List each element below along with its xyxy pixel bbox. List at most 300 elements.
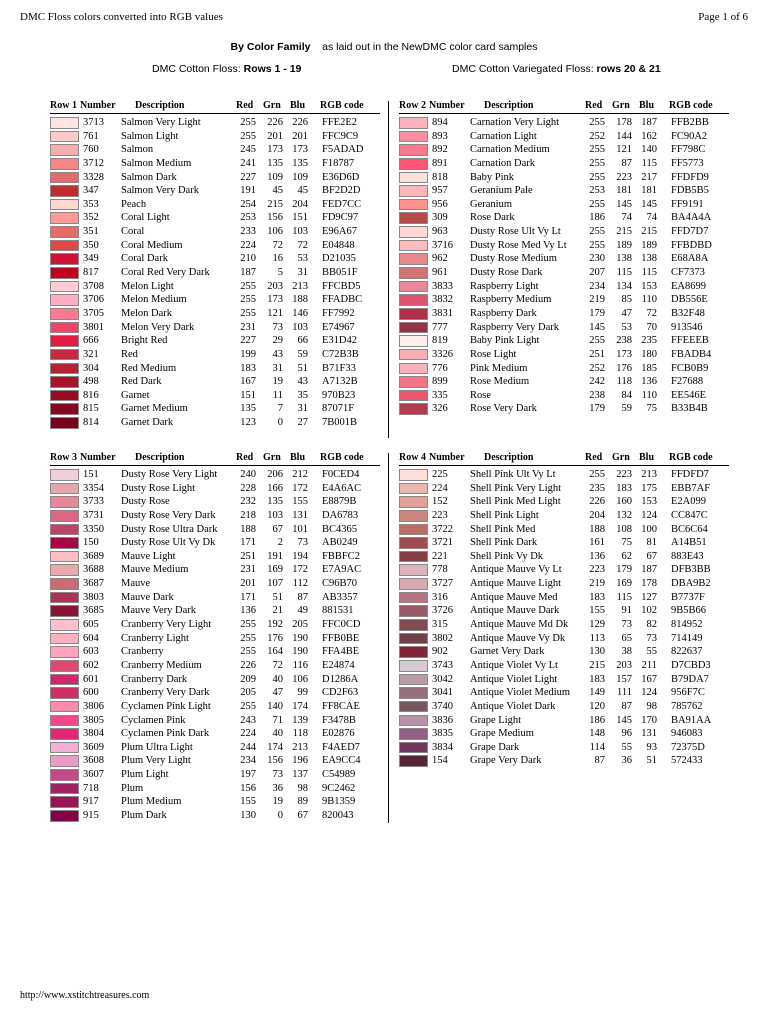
blue-value: 70: [646, 321, 657, 333]
blue-value: 106: [292, 673, 308, 685]
table-row: [50, 673, 390, 687]
floss-number: 778: [432, 564, 448, 576]
table-row: [50, 211, 390, 225]
color-description: Antique Mauve Vy Lt: [470, 564, 562, 576]
color-description: Garnet Dark: [121, 417, 174, 429]
floss-number: 718: [83, 782, 99, 794]
rgb-code: B32F48: [671, 307, 705, 319]
green-value: 21: [272, 605, 283, 617]
color-swatch: [399, 281, 428, 293]
table-row: [50, 375, 390, 389]
color-description: Grape Medium: [470, 728, 534, 740]
red-value: 136: [240, 605, 256, 617]
color-description: Plum Dark: [121, 810, 167, 821]
rgb-code: FFB0BE: [322, 632, 360, 644]
green-value: 115: [616, 591, 632, 603]
color-description: Plum Ultra Light: [121, 741, 193, 753]
color-swatch: [50, 496, 79, 508]
color-swatch: [399, 592, 428, 604]
rgb-code: E31D42: [322, 335, 357, 347]
green-value: 47: [272, 687, 283, 699]
rgb-code: 714149: [671, 632, 703, 644]
blue-value: 110: [641, 389, 657, 401]
green-value: 0: [277, 810, 283, 821]
green-value: 73: [621, 619, 632, 631]
green-value: 223: [616, 469, 632, 480]
red-value: 179: [589, 307, 605, 319]
table-row: [399, 293, 739, 307]
blue-value: 51: [297, 362, 308, 374]
floss-number: 151: [83, 469, 99, 480]
floss-number: 152: [432, 496, 448, 508]
col-description-header: Description: [135, 452, 185, 463]
table-row: [399, 239, 739, 253]
blue-value: 67: [646, 550, 657, 562]
floss-number: 225: [432, 469, 448, 480]
table-row: [399, 468, 739, 482]
green-value: 145: [616, 714, 632, 726]
col-blu-header: Blu: [639, 452, 655, 463]
red-value: 255: [240, 280, 256, 292]
rgb-code: 956F7C: [671, 687, 705, 699]
red-value: 145: [589, 321, 605, 333]
blue-value: 213: [641, 469, 657, 480]
table-row: [50, 550, 390, 564]
floss-number: 309: [432, 212, 448, 224]
red-value: 130: [240, 810, 256, 821]
table-row: [399, 266, 739, 280]
color-swatch: [50, 131, 79, 143]
green-value: 106: [267, 226, 283, 238]
color-swatch: [399, 335, 428, 347]
color-description: Dusty Rose Ult Vy Lt: [470, 226, 561, 238]
col-grn-header: Grn: [263, 100, 281, 111]
color-description: Mauve Medium: [121, 564, 189, 576]
color-swatch: [50, 172, 79, 184]
footer-url[interactable]: http://www.xstitchtreasures.com: [20, 990, 150, 1001]
rgb-code: E36D6D: [322, 171, 360, 183]
color-description: Salmon Light: [121, 130, 179, 142]
table-row: [50, 591, 390, 605]
floss-number: 760: [83, 144, 99, 156]
red-value: 255: [589, 117, 605, 128]
table-row: [399, 632, 739, 646]
red-value: 233: [240, 226, 256, 238]
blue-value: 188: [292, 294, 308, 306]
color-swatch: [399, 742, 428, 754]
rgb-code: BC4365: [322, 523, 358, 535]
color-description: Dusty Rose Light: [121, 482, 196, 494]
floss-number: 3740: [432, 700, 453, 712]
red-value: 255: [240, 294, 256, 306]
table-row: [399, 673, 739, 687]
floss-number: 902: [432, 646, 448, 658]
green-value: 189: [616, 239, 632, 251]
rgb-code: E96A67: [322, 226, 357, 238]
color-description: Coral Light: [121, 212, 170, 224]
floss-number: 304: [83, 362, 99, 374]
blue-value: 213: [292, 741, 308, 753]
floss-number: 777: [432, 321, 448, 333]
table-row: [50, 293, 390, 307]
rgb-code: FFEEEB: [671, 335, 709, 347]
rgb-code: E68A8A: [671, 253, 709, 265]
color-swatch: [50, 592, 79, 604]
red-value: 226: [240, 659, 256, 671]
color-description: Dusty Rose Med Vy Lt: [470, 239, 567, 251]
red-value: 255: [589, 239, 605, 251]
floss-note-left-rows: Rows 1 - 19: [243, 63, 302, 75]
blue-value: 226: [292, 117, 308, 128]
color-swatch: [399, 390, 428, 402]
table-row: [399, 536, 739, 550]
color-description: Dusty Rose Dark: [470, 267, 543, 279]
blue-value: 153: [641, 496, 657, 508]
table-row: [399, 198, 739, 212]
rgb-code: C54989: [322, 769, 356, 781]
blue-value: 89: [297, 796, 308, 808]
floss-number: 3833: [432, 280, 453, 292]
color-description: Dusty Rose Medium: [470, 253, 557, 265]
red-value: 255: [240, 632, 256, 644]
blue-value: 211: [641, 659, 657, 671]
rgb-code: FFB2BB: [671, 117, 709, 128]
red-value: 219: [589, 294, 605, 306]
green-value: 91: [621, 605, 632, 617]
red-value: 255: [240, 619, 256, 631]
rgb-code: 820043: [322, 810, 354, 821]
green-value: 55: [621, 741, 632, 753]
color-swatch: [399, 755, 428, 767]
color-swatch: [50, 483, 79, 495]
floss-number: 962: [432, 253, 448, 265]
floss-number: 316: [432, 591, 448, 603]
rgb-code: 814952: [671, 619, 703, 631]
color-swatch: [399, 619, 428, 631]
color-swatch: [50, 240, 79, 252]
blue-value: 102: [641, 605, 657, 617]
green-value: 96: [621, 728, 632, 740]
rgb-code: FFBDBD: [671, 239, 712, 251]
rgb-code: BA4A4A: [671, 212, 712, 224]
red-value: 255: [589, 157, 605, 169]
color-description: Plum Very Light: [121, 755, 191, 767]
color-swatch: [50, 117, 79, 129]
col-blu-header: Blu: [290, 452, 306, 463]
blue-value: 172: [292, 482, 308, 494]
rgb-code: 87071F: [322, 403, 355, 415]
floss-number: 814: [83, 417, 99, 429]
color-description: Pink Medium: [470, 362, 528, 374]
table-row: [50, 171, 390, 185]
blue-value: 170: [641, 714, 657, 726]
color-swatch: [50, 294, 79, 306]
block-label: Row 4: [399, 452, 426, 463]
blue-value: 217: [641, 171, 657, 183]
color-swatch: [50, 469, 79, 481]
color-swatch: [50, 728, 79, 740]
red-value: 120: [589, 700, 605, 712]
color-description: Cranberry Medium: [121, 659, 202, 671]
table-row: [399, 645, 739, 659]
col-description-header: Description: [484, 100, 534, 111]
color-swatch: [399, 524, 428, 536]
color-swatch: [399, 674, 428, 686]
col-red-header: Red: [236, 452, 254, 463]
green-value: 31: [272, 362, 283, 374]
red-value: 252: [589, 362, 605, 374]
blue-value: 27: [297, 417, 308, 429]
red-value: 241: [240, 157, 256, 169]
blue-value: 93: [646, 741, 657, 753]
table-row: [399, 402, 739, 416]
blue-value: 82: [646, 619, 657, 631]
floss-number: 963: [432, 226, 448, 238]
table-row: [399, 495, 739, 509]
blue-value: 127: [641, 591, 657, 603]
color-description: Cranberry Light: [121, 632, 189, 644]
table-row: [50, 645, 390, 659]
rgb-code: B33B4B: [671, 403, 708, 415]
blue-value: 98: [297, 782, 308, 794]
table-row: [50, 482, 390, 496]
color-description: Melon Dark: [121, 307, 173, 319]
red-value: 155: [240, 796, 256, 808]
header-underline: [50, 113, 380, 114]
rgb-code: 7B001B: [322, 417, 358, 429]
green-value: 51: [272, 591, 283, 603]
red-value: 135: [240, 403, 256, 415]
page-number: Page 1 of 6: [698, 11, 748, 23]
red-value: 240: [240, 469, 256, 480]
floss-number: 315: [432, 619, 448, 631]
color-swatch: [50, 796, 79, 808]
floss-number: 3685: [83, 605, 104, 617]
green-value: 29: [272, 335, 283, 347]
blue-value: 112: [292, 578, 308, 590]
color-description: Mauve Light: [121, 550, 176, 562]
color-description: Rose Medium: [470, 376, 530, 388]
red-value: 255: [589, 335, 605, 347]
floss-number: 917: [83, 796, 99, 808]
green-value: 16: [272, 253, 283, 265]
rgb-code: FCB0B9: [671, 362, 709, 374]
floss-number: 892: [432, 144, 448, 156]
floss-number: 3726: [432, 605, 453, 617]
floss-number: 3801: [83, 321, 104, 333]
rgb-code: 913546: [671, 321, 703, 333]
table-row: [50, 468, 390, 482]
rgb-code: FFDFD7: [671, 469, 709, 480]
green-value: 103: [267, 509, 283, 521]
floss-number: 3041: [432, 687, 453, 699]
rgb-code: AB3357: [322, 591, 358, 603]
color-swatch: [50, 281, 79, 293]
color-description: Geranium Pale: [470, 185, 533, 197]
floss-number: 3743: [432, 659, 453, 671]
color-swatch: [50, 633, 79, 645]
color-swatch: [50, 363, 79, 375]
table-row: [50, 389, 390, 403]
floss-number: 3609: [83, 741, 104, 753]
color-description: Carnation Light: [470, 130, 537, 142]
red-value: 171: [240, 537, 256, 549]
green-value: 5: [277, 267, 283, 279]
table-row: [50, 604, 390, 618]
red-value: 224: [240, 728, 256, 740]
red-value: 255: [589, 469, 605, 480]
blue-value: 31: [297, 267, 308, 279]
blue-value: 196: [292, 755, 308, 767]
floss-number: 3713: [83, 117, 104, 128]
red-value: 234: [589, 280, 605, 292]
red-value: 186: [589, 212, 605, 224]
blue-value: 135: [292, 157, 308, 169]
table-row: [50, 754, 390, 768]
green-value: 45: [272, 185, 283, 197]
color-description: Bright Red: [121, 335, 168, 347]
color-description: Rose Very Dark: [470, 403, 537, 415]
rgb-code: E8879B: [322, 496, 357, 508]
floss-number: 3805: [83, 714, 104, 726]
green-value: 53: [621, 321, 632, 333]
green-value: 73: [272, 769, 283, 781]
table-row: [50, 782, 390, 796]
floss-number: 818: [432, 171, 448, 183]
color-swatch: [399, 363, 428, 375]
green-value: 145: [616, 198, 632, 210]
red-value: 254: [240, 198, 256, 210]
table-row: [50, 632, 390, 646]
color-description: Red Medium: [121, 362, 177, 374]
color-description: Salmon Very Light: [121, 117, 201, 128]
color-description: Coral Medium: [121, 239, 183, 251]
col-number-header: Number: [429, 452, 465, 463]
green-value: 176: [267, 632, 283, 644]
blue-value: 146: [292, 307, 308, 319]
blue-value: 131: [292, 509, 308, 521]
color-swatch: [399, 537, 428, 549]
green-value: 19: [272, 376, 283, 388]
blue-value: 162: [641, 130, 657, 142]
rgb-code: C72B3B: [322, 348, 359, 360]
rgb-code: F0CED4: [322, 469, 360, 480]
green-value: 115: [616, 267, 632, 279]
green-value: 40: [272, 673, 283, 685]
color-swatch: [399, 308, 428, 320]
red-value: 238: [589, 389, 605, 401]
table-row: [50, 402, 390, 416]
red-value: 167: [240, 376, 256, 388]
rgb-code: FBADB4: [671, 348, 712, 360]
blue-value: 189: [641, 239, 657, 251]
color-description: Rose Light: [470, 348, 517, 360]
table-row: [50, 321, 390, 335]
red-value: 188: [589, 523, 605, 535]
color-swatch: [399, 185, 428, 197]
red-value: 188: [240, 523, 256, 535]
red-value: 255: [589, 171, 605, 183]
red-value: 255: [240, 130, 256, 142]
color-description: Plum Light: [121, 769, 169, 781]
red-value: 187: [240, 267, 256, 279]
floss-number: 3350: [83, 523, 104, 535]
floss-number: 352: [83, 212, 99, 224]
col-number-header: Number: [429, 100, 465, 111]
floss-number: 3607: [83, 769, 104, 781]
green-value: 157: [616, 673, 632, 685]
green-value: 118: [616, 376, 632, 388]
floss-note-left-prefix: DMC Cotton Floss:: [152, 63, 244, 75]
color-swatch: [50, 715, 79, 727]
table-row: [50, 809, 390, 823]
green-value: 73: [272, 321, 283, 333]
rgb-code: BF2D2D: [322, 185, 361, 197]
floss-number: 3722: [432, 523, 453, 535]
color-description: Dusty Rose Very Light: [121, 469, 218, 480]
rgb-code: B71F33: [322, 362, 356, 374]
color-description: Baby Pink: [470, 171, 515, 183]
color-swatch: [50, 564, 79, 576]
blue-value: 87: [297, 591, 308, 603]
color-description: Carnation Very Light: [470, 117, 560, 128]
floss-number: 815: [83, 403, 99, 415]
rgb-code: CD2F63: [322, 687, 359, 699]
table-row: [399, 700, 739, 714]
blue-value: 155: [292, 496, 308, 508]
blue-value: 140: [641, 144, 657, 156]
green-value: 226: [267, 117, 283, 128]
header-underline: [50, 465, 380, 466]
table-row: [50, 795, 390, 809]
color-swatch: [50, 199, 79, 211]
blue-value: 75: [646, 403, 657, 415]
floss-number: 498: [83, 376, 99, 388]
rgb-code: 9B5B66: [671, 605, 707, 617]
blue-value: 187: [641, 564, 657, 576]
red-value: 179: [589, 403, 605, 415]
document-title: DMC Floss colors converted into RGB values: [20, 11, 223, 23]
green-value: 74: [621, 212, 632, 224]
color-swatch: [50, 674, 79, 686]
color-swatch: [50, 646, 79, 658]
floss-note-right-rows: rows 20 & 21: [596, 63, 661, 75]
red-value: 230: [589, 253, 605, 265]
col-grn-header: Grn: [263, 452, 281, 463]
rgb-code: BC6C64: [671, 523, 708, 535]
floss-number: 3708: [83, 280, 104, 292]
rgb-code: DBA9B2: [671, 578, 711, 590]
rgb-code: E02876: [322, 728, 355, 740]
color-swatch: [50, 605, 79, 617]
green-value: 191: [267, 550, 283, 562]
rgb-code: BB051F: [322, 267, 358, 279]
color-swatch: [399, 131, 428, 143]
blue-value: 81: [646, 537, 657, 549]
blue-value: 109: [292, 171, 308, 183]
color-swatch: [50, 701, 79, 713]
green-value: 109: [267, 171, 283, 183]
blue-value: 98: [646, 700, 657, 712]
green-value: 72: [272, 239, 283, 251]
green-value: 135: [267, 496, 283, 508]
color-swatch: [50, 335, 79, 347]
color-swatch: [399, 646, 428, 658]
floss-number: 224: [432, 482, 448, 494]
table-row: [399, 211, 739, 225]
rgb-code: FBBFC2: [322, 550, 360, 562]
green-value: 71: [272, 714, 283, 726]
